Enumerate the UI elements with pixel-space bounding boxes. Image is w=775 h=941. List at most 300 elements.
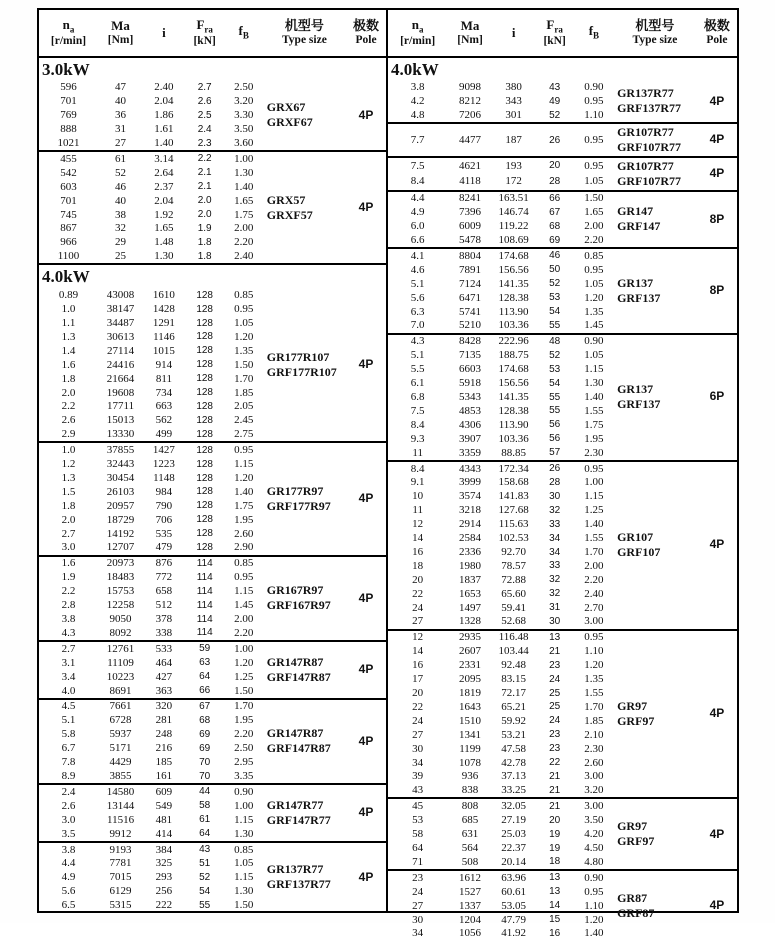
cell-fb: 3.00	[584, 770, 604, 783]
type-size-cell	[263, 81, 346, 152]
cell-ma: 21664	[106, 372, 135, 385]
cell-i: 790	[155, 499, 173, 512]
cell-ma: 6009	[459, 220, 481, 233]
cell-na: 58	[412, 828, 424, 841]
cell-na: 1.8	[61, 499, 76, 512]
cell-na: 5.8	[61, 728, 76, 741]
cell-fra: 66	[535, 191, 575, 206]
cell-fra: 52	[549, 278, 561, 290]
cell-fb: 1.30	[234, 166, 254, 179]
cell-ma: 9912	[109, 827, 132, 840]
column-header-fra: $F_{ra}$ [kN]	[535, 10, 575, 57]
cell-i: 22.37	[501, 841, 526, 854]
cell-fra: 66	[199, 685, 211, 697]
cell-ma: 30454	[106, 471, 135, 484]
table-row	[39, 699, 386, 714]
cell-ma: 29	[115, 236, 127, 249]
cell-fb: 2.50	[234, 742, 254, 755]
cell-ma: 32443	[106, 458, 135, 471]
cell-i: 116.48	[493, 630, 535, 645]
cell-fb: 0.95	[234, 303, 254, 316]
cell-fra: 64	[199, 828, 211, 840]
cell-i: 83.15	[501, 673, 526, 686]
cell-i: 464	[155, 656, 173, 669]
cell-ma: 19608	[106, 386, 135, 399]
table-row	[39, 288, 386, 302]
cell-i: 811	[155, 372, 172, 385]
cell-na: 1.4	[61, 344, 76, 357]
cell-ma: 32	[115, 222, 127, 235]
table-row	[388, 630, 737, 645]
cell-i: 128.38	[498, 404, 529, 417]
cell-i: 658	[155, 585, 173, 598]
cell-na: 20	[412, 573, 424, 586]
cell-fb: 0.90	[575, 870, 613, 885]
cell-na: 2.6	[61, 799, 76, 812]
cell-fra: 52	[199, 871, 211, 883]
cell-na: 16	[412, 659, 424, 672]
cell-fra: 54	[549, 377, 561, 389]
cell-na: 6.5	[61, 899, 76, 912]
cell-i: 609	[143, 784, 185, 799]
pole-cell: 4P	[346, 699, 386, 784]
cell-fra: 128	[196, 500, 213, 512]
cell-na: 5.1	[410, 277, 425, 290]
cell-i: 2.04	[154, 95, 174, 108]
cell-fra: 68	[549, 220, 561, 232]
cell-i: 65.21	[501, 700, 526, 713]
cell-fra: 23	[549, 729, 561, 741]
cell-fb: 1.45	[584, 319, 604, 332]
cell-ma: 808	[447, 798, 492, 813]
cell-na: 17	[412, 673, 424, 686]
cell-i: 127.68	[498, 504, 529, 517]
cell-i: 172.34	[493, 461, 535, 476]
cell-fra: 24	[549, 673, 561, 685]
cell-i: 499	[155, 428, 173, 441]
cell-fra: 128	[196, 458, 213, 470]
cell-i: 343	[505, 95, 522, 108]
cell-fb: 0.95	[584, 263, 604, 276]
type-size-name: GRF147	[617, 219, 661, 234]
cell-ma: 10223	[106, 670, 135, 683]
cell-na: 745	[60, 208, 77, 221]
cell-fb: 2.00	[584, 559, 604, 572]
cell-fra: 2.7	[197, 81, 212, 93]
column-header-ma: Ma [Nm]	[98, 10, 143, 57]
cell-i: 163.51	[493, 191, 535, 206]
cell-fra: 49	[549, 95, 561, 107]
cell-fra: 2.6	[197, 95, 212, 107]
cell-fra: 34	[549, 532, 561, 544]
cell-fra: 44	[185, 784, 225, 799]
cell-na: 27	[412, 728, 424, 741]
table-right-half	[388, 10, 737, 940]
cell-na: 4.1	[388, 248, 447, 263]
cell-na: 24	[412, 885, 424, 898]
cell-fb: 1.70	[584, 545, 604, 558]
cell-fb: 1.50	[234, 684, 254, 697]
cell-ma: 7891	[459, 263, 481, 276]
cell-fra: 55	[549, 391, 561, 403]
cell-fb: 2.00	[234, 613, 254, 626]
cell-fb: 2.20	[234, 236, 254, 249]
cell-na: 5.1	[61, 714, 76, 727]
cell-i: 281	[155, 714, 173, 727]
cell-na: 23	[388, 870, 447, 885]
table-row	[388, 870, 737, 885]
cell-fra: 19	[549, 842, 561, 854]
cell-fra: 50	[549, 264, 561, 276]
cell-fb: 2.40	[234, 250, 254, 263]
cell-na: 4.0	[61, 684, 76, 697]
cell-fb: 1.10	[584, 645, 604, 658]
section-title: 4.0kW	[39, 264, 386, 288]
cell-ma: 46	[115, 180, 127, 193]
cell-na: 3.8	[61, 613, 76, 626]
cell-ma: 38	[115, 208, 127, 221]
cell-fra: 53	[549, 363, 561, 375]
type-size-name: GR107	[617, 530, 654, 545]
type-size-name: GRF147R77	[266, 812, 331, 827]
cell-na: 596	[60, 81, 77, 94]
cell-i: 663	[155, 400, 173, 413]
cell-fb: 1.85	[234, 386, 254, 399]
cell-ma: 7015	[109, 871, 132, 884]
type-size-cell	[613, 461, 697, 630]
cell-fra: 68	[199, 714, 211, 726]
cell-fra: 114	[196, 613, 213, 625]
cell-i: 533	[143, 641, 185, 656]
cell-fra: 20	[549, 814, 561, 826]
cell-fb: 1.45	[234, 599, 254, 612]
cell-fb: 0.90	[225, 784, 263, 799]
cell-ma: 3218	[459, 504, 481, 517]
cell-na: 6.6	[410, 234, 425, 247]
cell-na: 4.9	[61, 871, 76, 884]
cell-fb: 1.30	[234, 827, 254, 840]
pole-cell: 8P	[697, 191, 737, 249]
cell-ma: 7661	[98, 699, 143, 714]
type-size-cell	[263, 151, 346, 264]
column-header-i: i	[493, 10, 535, 57]
cell-i: 172	[505, 175, 522, 188]
cell-fra: 61	[199, 814, 211, 826]
cell-fra: 67	[549, 206, 561, 218]
cell-i: 20.14	[501, 855, 526, 868]
cell-fb: 3.20	[234, 95, 254, 108]
cell-fb: 1.55	[584, 687, 604, 700]
cell-i: 363	[155, 684, 173, 697]
type-size-name: GR137R77	[617, 86, 674, 101]
cell-fb: 2.10	[584, 728, 604, 741]
pole-cell: 4P	[697, 157, 737, 191]
pole-cell: 4P	[697, 630, 737, 799]
cell-ma: 6728	[109, 714, 132, 727]
cell-fra: 114	[196, 599, 213, 611]
cell-i: 706	[155, 513, 173, 526]
cell-na: 701	[60, 95, 77, 108]
table-row	[388, 191, 737, 206]
cell-i: 156.56	[498, 263, 529, 276]
cell-fb: 1.35	[584, 673, 604, 686]
type-size-cell	[613, 334, 697, 461]
cell-na: 5.6	[410, 291, 425, 304]
cell-fb: 4.80	[584, 855, 604, 868]
cell-fra: 52	[549, 109, 561, 121]
cell-na: 1.6	[39, 556, 98, 571]
cell-fra: 128	[196, 514, 213, 526]
cell-i: 158.68	[498, 476, 529, 489]
column-header-row	[39, 10, 386, 57]
cell-i: 1291	[152, 316, 175, 329]
cell-fra: 69	[199, 742, 211, 754]
cell-ma: 936	[461, 770, 479, 783]
column-header-i: i	[143, 10, 185, 57]
cell-fra: 21	[549, 784, 561, 796]
cell-fra: 43	[549, 81, 561, 93]
cell-na: 966	[60, 236, 77, 249]
cell-fb: 2.90	[234, 541, 254, 554]
cell-fb: 0.95	[584, 95, 604, 108]
type-size-name: GRF147R87	[266, 669, 331, 684]
cell-i: 92.70	[501, 545, 526, 558]
cell-na: 3.8	[410, 81, 425, 94]
cell-fra: 67	[185, 699, 225, 714]
section-title: 4.0kW	[391, 59, 439, 79]
cell-fb: 1.55	[584, 404, 604, 417]
cell-i: 41.92	[501, 927, 526, 940]
cell-fra: 2.1	[197, 167, 212, 179]
cell-na: 8.4	[410, 175, 425, 188]
cell-fb: 1.65	[234, 194, 254, 207]
cell-i: 414	[155, 827, 173, 840]
cell-fb: 1.70	[225, 699, 263, 714]
cell-fra: 31	[549, 602, 561, 614]
left-table	[39, 10, 386, 912]
cell-na: 455	[39, 151, 98, 166]
cell-i: 1.86	[154, 109, 174, 122]
pole-cell: 4P	[358, 357, 374, 372]
cell-fra: 20	[535, 157, 575, 174]
cell-i: 108.69	[498, 234, 529, 247]
cell-fb: 1.20	[234, 471, 254, 484]
cell-i: 33.25	[501, 784, 526, 797]
cell-na: 1.3	[61, 330, 76, 343]
cell-i: 53.05	[501, 899, 526, 912]
cell-ma: 685	[461, 814, 479, 827]
type-size-cell	[263, 699, 346, 784]
cell-i: 1428	[152, 303, 175, 316]
cell-na: 5.6	[61, 885, 76, 898]
cell-ma: 1837	[459, 573, 481, 586]
cell-fb: 1.00	[234, 799, 254, 812]
cell-fra: 128	[196, 528, 213, 540]
cell-fb: 1.20	[584, 291, 604, 304]
cell-fra: 34	[549, 546, 561, 558]
cell-ma: 18483	[106, 571, 135, 584]
pole-cell: 6P	[697, 334, 737, 461]
cell-i: 113.90	[498, 418, 529, 431]
cell-ma: 1527	[459, 885, 481, 898]
cell-fra: 15	[549, 914, 561, 926]
cell-na: 16	[412, 545, 424, 558]
cell-fra: 114	[185, 556, 225, 571]
cell-fra: 51	[199, 857, 211, 869]
cell-i: 1.92	[154, 208, 174, 221]
cell-ma: 1643	[459, 700, 481, 713]
cell-i: 2.40	[154, 81, 174, 94]
cell-na: 12	[388, 630, 447, 645]
cell-fra: 30	[549, 490, 561, 502]
cell-fra: 2.0	[197, 209, 212, 221]
type-size-name: GR137	[617, 275, 654, 290]
cell-ma: 6471	[459, 291, 481, 304]
cell-fb: 1.20	[234, 330, 254, 343]
cell-fb: 2.95	[234, 756, 254, 769]
cell-ma: 15753	[106, 585, 135, 598]
cell-fb: 1.05	[234, 316, 254, 329]
type-size-name: GR177R97	[266, 483, 324, 498]
cell-fra: 2.0	[197, 195, 212, 207]
cell-ma: 7781	[109, 857, 132, 870]
cell-na: 2.8	[61, 599, 76, 612]
cell-na: 7.5	[388, 157, 447, 174]
cell-fb: 1.25	[234, 670, 254, 683]
type-size-name: GR87	[617, 890, 648, 905]
cell-na: 1.0	[39, 442, 98, 457]
cell-fb: 0.95	[575, 157, 613, 174]
cell-ma: 24416	[106, 358, 135, 371]
cell-fra: 55	[549, 405, 561, 417]
cell-na: 6.3	[410, 305, 425, 318]
cell-fb: 1.10	[584, 899, 604, 912]
type-size-name: GRF97	[617, 834, 655, 849]
type-size-cell	[613, 248, 697, 333]
cell-na: 1.1	[61, 316, 76, 329]
cell-fra: 54	[549, 306, 561, 318]
cell-i: 562	[155, 414, 173, 427]
cell-i: 1146	[153, 330, 175, 343]
cell-na: 4.4	[61, 857, 76, 870]
cell-i: 72.88	[501, 573, 526, 586]
cell-fra: 52	[549, 349, 561, 361]
cell-i: 115.63	[498, 518, 529, 531]
table-row	[39, 151, 386, 166]
cell-ma: 20957	[106, 499, 135, 512]
table-row	[388, 461, 737, 476]
cell-na: 4.9	[410, 206, 425, 219]
cell-na: 39	[412, 770, 424, 783]
pole-cell: 4P	[697, 798, 737, 870]
cell-fb: 0.85	[225, 556, 263, 571]
cell-na: 7.7	[388, 123, 447, 157]
cell-ma: 1341	[459, 728, 481, 741]
cell-ma: 26103	[106, 485, 135, 498]
cell-fb: 1.50	[575, 191, 613, 206]
cell-ma: 7396	[459, 206, 481, 219]
cell-fra: 14	[549, 900, 561, 912]
cell-fb: 3.50	[584, 814, 604, 827]
cell-na: 3.0	[61, 813, 76, 826]
cell-i: 65.60	[501, 587, 526, 600]
cell-ma: 4118	[459, 175, 481, 188]
type-size-cell	[613, 157, 697, 191]
cell-i: 1223	[152, 458, 175, 471]
cell-ma: 564	[461, 841, 479, 854]
cell-na: 4.8	[410, 109, 425, 122]
cell-fb: 0.95	[575, 461, 613, 476]
cell-na: 867	[60, 222, 77, 235]
cell-ma: 1056	[459, 927, 481, 940]
cell-ma: 3907	[459, 432, 481, 445]
cell-i: 772	[155, 571, 173, 584]
cell-na: 10	[412, 490, 424, 503]
cell-fb: 1.35	[584, 305, 604, 318]
cell-na: 1.9	[61, 571, 76, 584]
column-header-pole: 极数 Pole	[697, 10, 737, 57]
type-size-cell	[263, 442, 346, 555]
cell-fb: 2.20	[234, 728, 254, 741]
cell-fra: 54	[199, 885, 211, 897]
cell-fra: 70	[199, 770, 211, 782]
type-size-name: GRF137	[617, 397, 661, 412]
cell-ma: 6129	[109, 885, 132, 898]
pole-cell: 4P	[346, 641, 386, 699]
cell-fra: 128	[196, 542, 213, 554]
cell-na: 53	[412, 814, 424, 827]
cell-fra: 128	[196, 414, 213, 426]
cell-ma: 3574	[459, 490, 481, 503]
cell-fra: 30	[549, 616, 561, 628]
pole-cell: 4P	[346, 842, 386, 913]
cell-na: 1.0	[61, 303, 76, 316]
table-row	[388, 248, 737, 263]
cell-fb: 0.95	[225, 442, 263, 457]
cell-ma: 7124	[459, 277, 481, 290]
pole-cell: 4P	[697, 123, 737, 157]
cell-i: 193	[493, 157, 535, 174]
cell-i: 1015	[152, 344, 175, 357]
right-table	[388, 10, 737, 941]
table-row	[388, 123, 737, 157]
type-size-name: GR97	[617, 819, 648, 834]
cell-fra: 2.4	[197, 123, 212, 135]
cell-ma: 2336	[459, 545, 481, 558]
cell-i: 185	[155, 756, 173, 769]
cell-fra: 55	[199, 899, 211, 911]
cell-fra: 1.8	[197, 236, 212, 248]
cell-fb: 2.30	[584, 446, 604, 459]
cell-na: 11	[412, 504, 423, 517]
cell-fra: 58	[199, 800, 211, 812]
cell-fra: 25	[549, 687, 561, 699]
cell-na: 2.2	[61, 585, 76, 598]
cell-fra: 18	[549, 856, 561, 868]
cell-na: 542	[60, 166, 77, 179]
cell-fra: 63	[199, 657, 211, 669]
cell-fra: 128	[196, 428, 213, 440]
cell-na: 7.5	[410, 404, 425, 417]
cell-fra: 128	[196, 289, 213, 301]
cell-fb: 2.60	[234, 527, 254, 540]
cell-ma: 3999	[459, 476, 481, 489]
cell-fb: 3.60	[234, 137, 254, 150]
table-row	[388, 798, 737, 813]
cell-ma: 838	[461, 784, 479, 797]
cell-fra: 53	[549, 292, 561, 304]
cell-na: 27	[412, 899, 424, 912]
